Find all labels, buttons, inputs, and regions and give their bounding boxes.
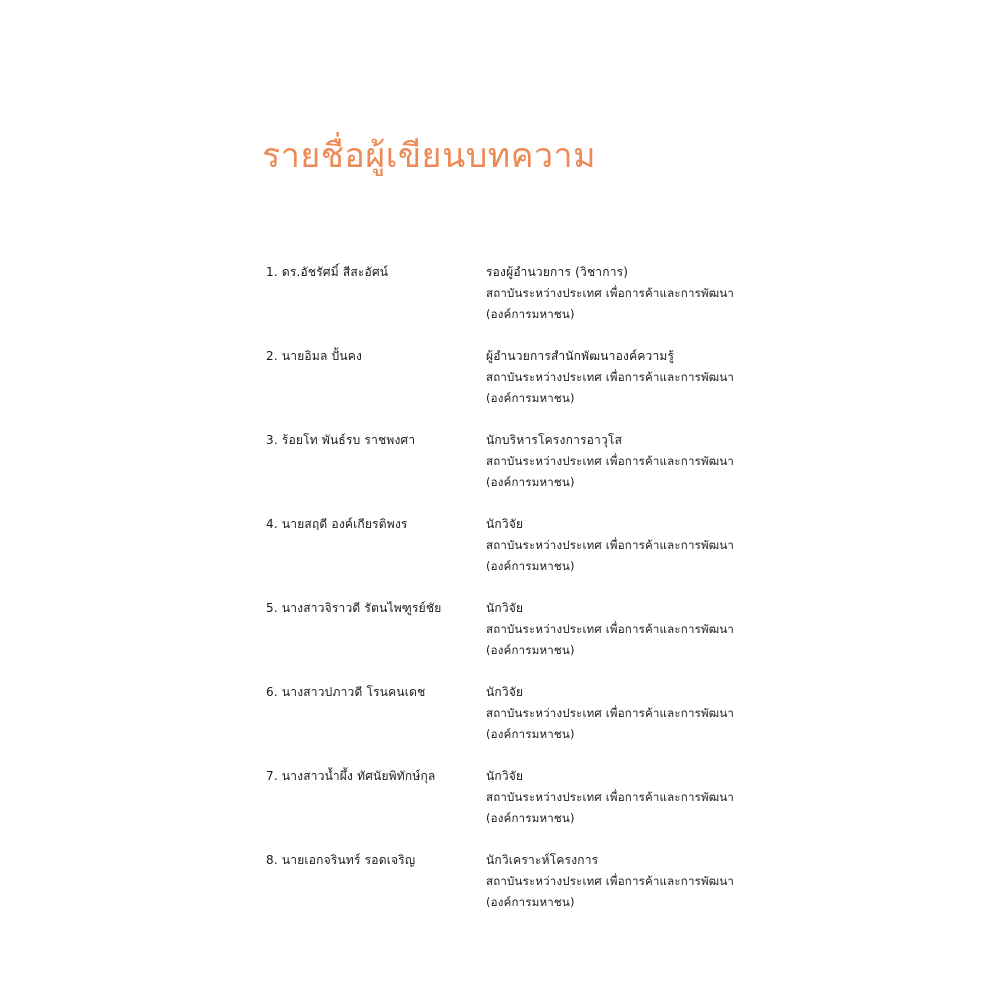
author-position: นักบริหารโครงการอาวุโส <box>486 433 623 447</box>
author-entry <box>266 766 766 850</box>
author-position: นักวิจัย <box>486 517 524 531</box>
author-entry <box>266 262 766 346</box>
author-position: รองผู้อำนวยการ (วิชาการ) <box>486 265 629 279</box>
author-organization: สถาบันระหว่างประเทศ เพื่อการค้าและการพัฒนา <box>486 874 735 888</box>
author-entry <box>266 430 766 514</box>
author-agency: (องค์การมหาชน) <box>486 727 575 741</box>
author-details <box>486 346 766 430</box>
author-name: 5. นางสาวจิราวดี รัตนไพฑูรย์ชัย <box>266 601 442 615</box>
author-position: นักวิจัย <box>486 769 524 783</box>
author-agency: (องค์การมหาชน) <box>486 559 575 573</box>
author-organization: สถาบันระหว่างประเทศ เพื่อการค้าและการพัฒนา <box>486 454 735 468</box>
author-name: 8. นายเอกจรินทร์ รอดเจริญ <box>266 853 416 867</box>
author-list <box>266 262 766 934</box>
author-agency: (องค์การมหาชน) <box>486 895 575 909</box>
author-entry <box>266 598 766 682</box>
author-details <box>486 598 766 682</box>
author-agency: (องค์การมหาชน) <box>486 811 575 825</box>
author-organization: สถาบันระหว่างประเทศ เพื่อการค้าและการพัฒนา <box>486 790 735 804</box>
author-name: 7. นางสาวน้ำผึ้ง ทัศนัยพิทักษ์กุล <box>266 769 436 783</box>
author-entry <box>266 850 766 934</box>
author-position: ผู้อำนวยการสำนักพัฒนาองค์ความรู้ <box>486 349 675 363</box>
author-entry <box>266 682 766 766</box>
author-details <box>486 682 766 766</box>
author-organization: สถาบันระหว่างประเทศ เพื่อการค้าและการพัฒนา <box>486 622 735 636</box>
author-details <box>486 514 766 598</box>
author-name: 4. นายสฤดี องค์เกียรติพงร <box>266 517 408 531</box>
author-entry <box>266 514 766 598</box>
author-agency: (องค์การมหาชน) <box>486 475 575 489</box>
author-name: 6. นางสาวปภาวดี โรนคนเดช <box>266 685 426 699</box>
author-details <box>486 766 766 850</box>
author-name: 1. ดร.อัชรัศมิ์ สีสะอัศน์ <box>266 265 389 279</box>
author-organization: สถาบันระหว่างประเทศ เพื่อการค้าและการพัฒนา <box>486 286 735 300</box>
author-agency: (องค์การมหาชน) <box>486 643 575 657</box>
author-organization: สถาบันระหว่างประเทศ เพื่อการค้าและการพัฒนา <box>486 706 735 720</box>
author-name: 2. นายอิมล ปั้นคง <box>266 349 363 363</box>
author-organization: สถาบันระหว่างประเทศ เพื่อการค้าและการพัฒนา <box>486 370 735 384</box>
author-name: 3. ร้อยโท พันธ์รบ ราชพงศา <box>266 433 416 447</box>
page-title: รายชื่อผู้เขียนบทความ <box>262 136 597 176</box>
author-agency: (องค์การมหาชน) <box>486 391 575 405</box>
author-details <box>486 430 766 514</box>
author-position: นักวิจัย <box>486 601 524 615</box>
author-position: นักวิจัย <box>486 685 524 699</box>
author-details <box>486 262 766 346</box>
author-agency: (องค์การมหาชน) <box>486 307 575 321</box>
author-details <box>486 850 766 934</box>
author-organization: สถาบันระหว่างประเทศ เพื่อการค้าและการพัฒนา <box>486 538 735 552</box>
author-position: นักวิเคราะห์โครงการ <box>486 853 599 867</box>
author-entry <box>266 346 766 430</box>
